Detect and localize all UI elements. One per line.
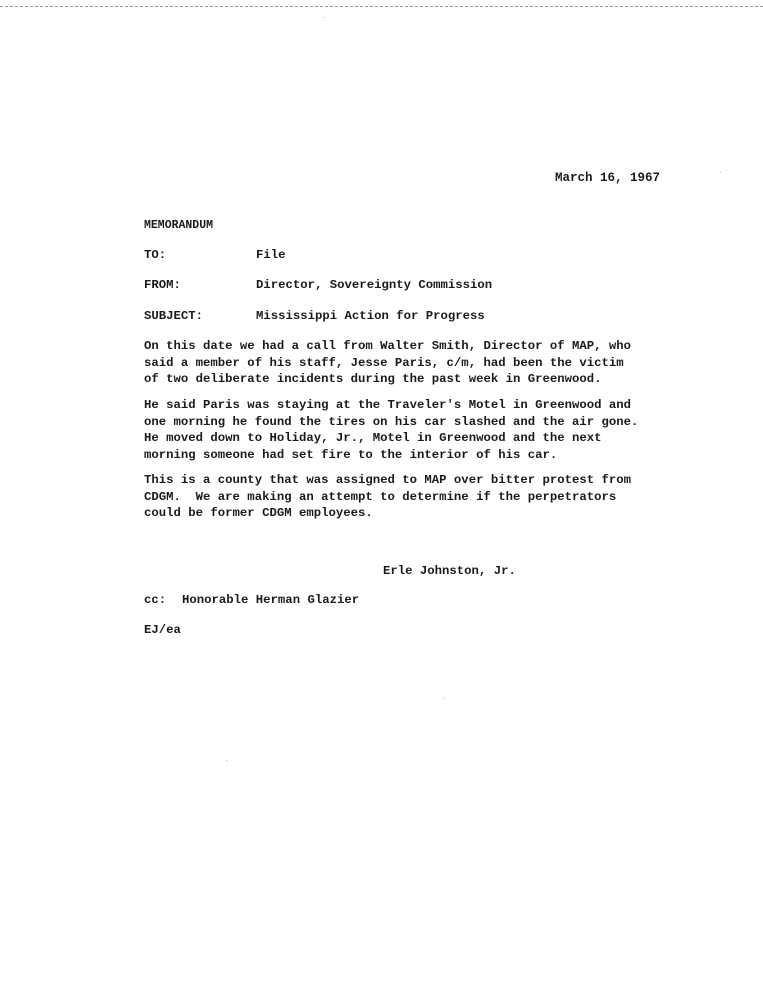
from-value: Director, Sovereignty Commission — [256, 278, 493, 292]
memo-heading: MEMORANDUM — [144, 219, 214, 232]
cc-line — [144, 592, 359, 609]
subject-label: SUBJECT: — [144, 309, 204, 323]
paragraph-3 — [144, 472, 631, 522]
to-label: TO: — [144, 248, 167, 262]
paragraph-line: This is a county that was assigned to MAP over bitter protest from — [144, 473, 632, 487]
cc-label: cc: — [144, 593, 167, 607]
cc-recipient: Honorable Herman Glazier — [182, 593, 360, 607]
paragraph-line: He said Paris was staying at the Traveler's Motel in Greenwood and — [144, 398, 632, 412]
paragraph-line: one morning he found the tires on his car slashed and the air gone. — [144, 414, 639, 429]
paragraph-line: said a member of his staff, Jesse Paris, c/m, had been the victim — [144, 355, 624, 370]
paragraph-line: On this date we had a call from Walter Smith, Director of MAP, who — [144, 339, 632, 353]
signature-name: Erle Johnston, Jr. — [383, 564, 516, 578]
paragraph-line: of two deliberate incidents during the past week in Greenwood. — [144, 372, 602, 386]
scan-speck — [720, 172, 721, 173]
from-label: FROM: — [144, 278, 181, 292]
memo-date: March 16, 1967 — [555, 171, 661, 185]
paragraph-line: He moved down to Holiday, Jr., Motel in Greenwood and the next — [144, 431, 602, 445]
paragraph-line: CDGM. We are making an attempt to determine if the perpetrators — [144, 489, 617, 504]
paragraph-1 — [144, 338, 631, 388]
scan-speck — [323, 17, 324, 18]
subject-value: Mississippi Action for Progress — [256, 309, 485, 323]
paragraph-2 — [144, 397, 638, 463]
to-value: File — [256, 248, 286, 262]
typist-initials: EJ/ea — [144, 623, 181, 637]
scan-speck — [444, 698, 445, 699]
scan-speck — [226, 760, 227, 761]
paragraph-line: morning someone had set fire to the interior of his car. — [144, 447, 558, 462]
paragraph-line: could be former CDGM employees. — [144, 506, 373, 520]
scan-top-edge — [0, 0, 763, 7]
